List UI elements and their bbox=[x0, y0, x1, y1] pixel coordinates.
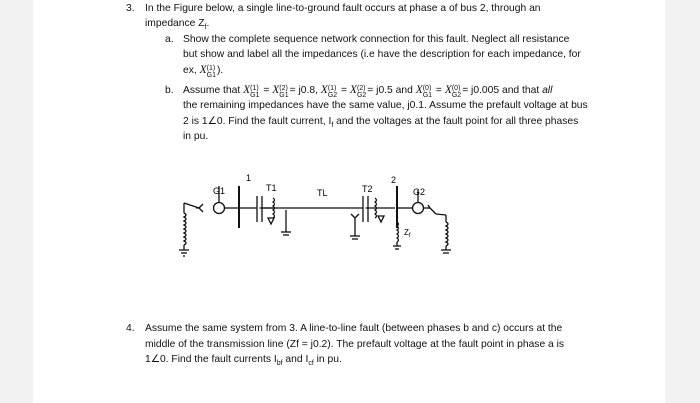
q3b-line2: the remaining impedances have the same value, j0.1. Assume the prefault voltage at bus bbox=[183, 100, 588, 111]
q3-line1: In the Figure below, a single line-to-ground fault occurs at phase a of bus 2, through an bbox=[145, 3, 541, 14]
q4-line3: 1∠0. Find the fault currents $I_{bf}$ and $I_{cf}$ in pu. bbox=[145, 354, 342, 368]
bus1-label: 1 bbox=[246, 173, 252, 183]
q4-number: 4. bbox=[126, 323, 135, 334]
g1-generator bbox=[214, 203, 225, 214]
t2-delta bbox=[378, 216, 384, 222]
q3b-line4: in pu. bbox=[183, 131, 209, 142]
q3b-line3: 2 is 1∠0. Find the fault current, $I_f$ and the voltages at the fault point for all three phases bbox=[183, 116, 579, 130]
g2-ground-impedance bbox=[441, 215, 451, 253]
t2-wye bbox=[351, 214, 359, 218]
q3b-line1: Assume that X (1) G1 = X (2) G1 = j0.8, X (1) G2 = X (2) G2 = j0.5 and X (0) G1 = X (0) G2 = j0.005 and that all bbox=[183, 84, 553, 99]
t1-label: T1 bbox=[266, 183, 277, 193]
q3a-line2: but show and label all the impedances (i.e have the description for each impedance, for bbox=[183, 49, 581, 60]
g2-generator bbox=[413, 203, 424, 214]
g1-ground-impedance bbox=[179, 203, 189, 256]
t1-delta bbox=[268, 218, 274, 224]
g1-label: G1 bbox=[213, 186, 226, 196]
q3-line2: impedance $Z_f$. bbox=[145, 18, 210, 32]
q3a-line1: Show the complete sequence network connection for this fault. Neglect all resistance bbox=[183, 34, 570, 45]
t2-label: T2 bbox=[362, 184, 373, 194]
g2-label: G2 bbox=[413, 187, 426, 197]
zf-label: $Z_f$ bbox=[404, 228, 411, 239]
q3-number: 3. bbox=[126, 3, 135, 14]
q3a-line3: ex, X (1) G1 ). bbox=[183, 64, 224, 79]
q4-line1: Assume the same system from 3. A line-to-line fault (between phases b and c) occurs at the bbox=[145, 323, 563, 334]
q3b-label: b. bbox=[165, 85, 174, 96]
q3a-label: a. bbox=[165, 34, 174, 45]
document-page bbox=[33, 0, 665, 403]
q4-line2: middle of the transmission line (Zf = j0.2). The prefault voltage at the fault point in phase a is bbox=[145, 339, 565, 350]
bus2-label: 2 bbox=[391, 175, 397, 185]
tl-label: TL bbox=[317, 188, 328, 198]
